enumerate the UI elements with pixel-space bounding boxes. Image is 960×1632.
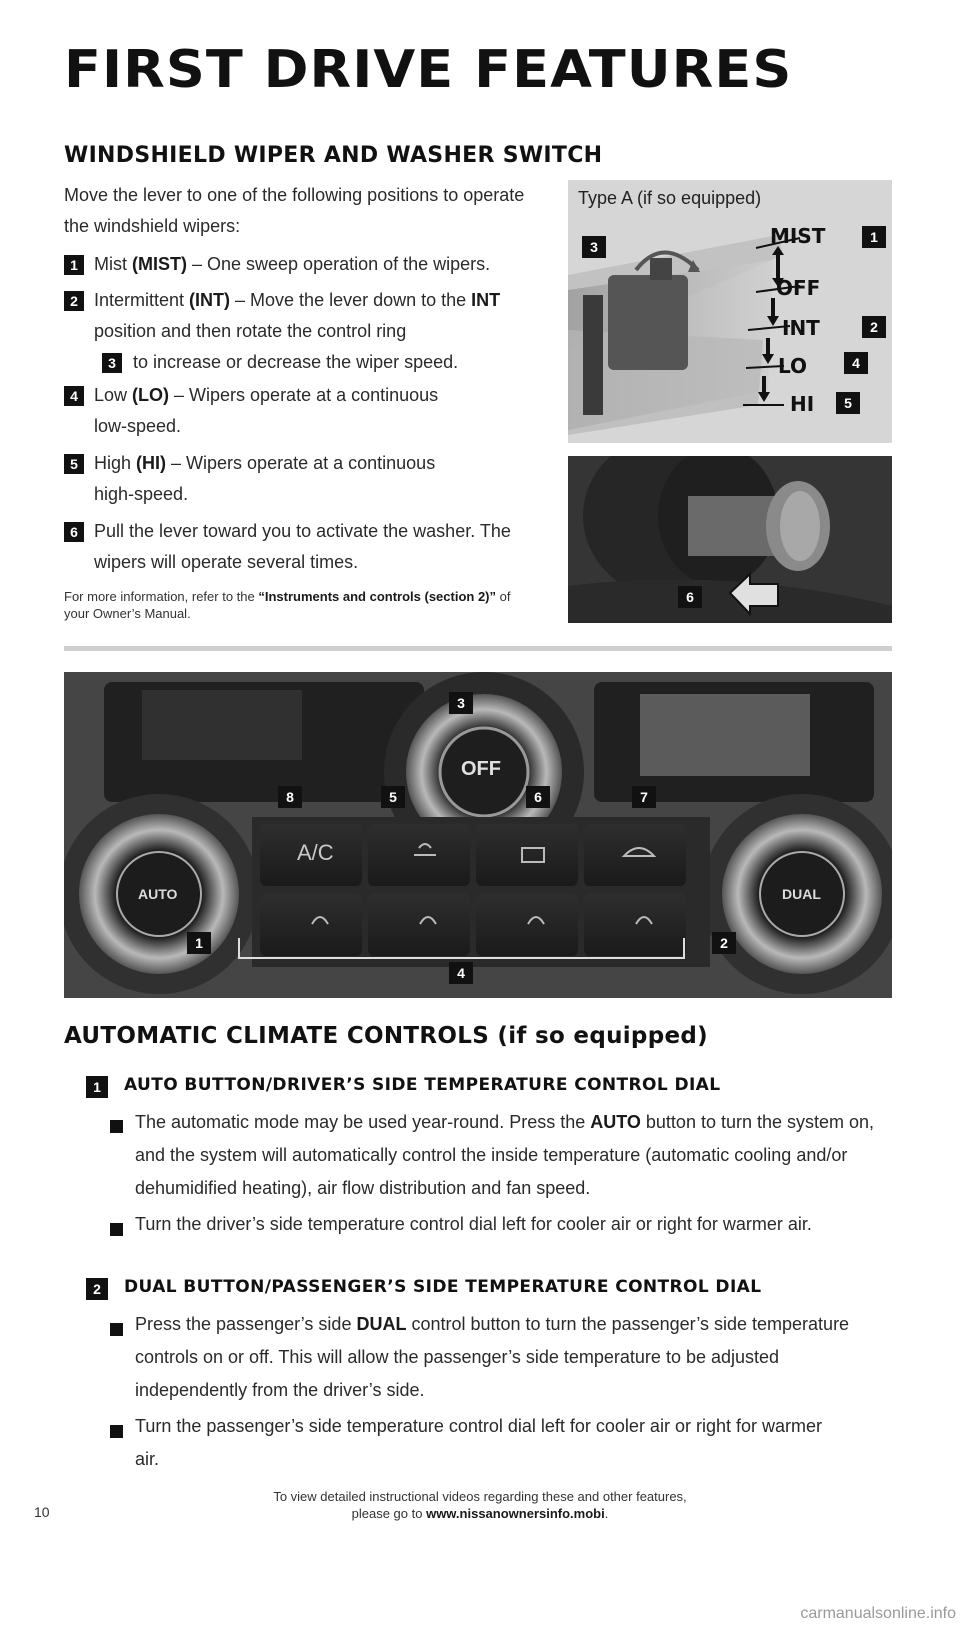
item-number: 5: [64, 454, 84, 474]
section-2-bullet-1: [135, 1308, 875, 1407]
bullet-square: [110, 1323, 123, 1336]
bullet-text: button to turn the system on, and the system will automatically control the inside temperature (automatic cooling and/or dehumidified heating), air flow distribution and fan speed.: [135, 1112, 875, 1198]
climate-control-photo: [64, 672, 892, 998]
item-text: – Wipers operate at a continuous high-speed.: [94, 453, 436, 504]
label-hi: HI: [790, 392, 815, 416]
bullet-square: [110, 1120, 123, 1133]
section-2-title: DUAL BUTTON/PASSENGER’S SIDE TEMPERATURE CONTROL DIAL: [124, 1277, 762, 1297]
badge-7: 7: [632, 786, 656, 808]
item-text: position and then rotate the control ring: [94, 321, 407, 341]
badge-3: 3: [449, 692, 473, 714]
footer-line-1: To view detailed instructional videos regarding these and other features,: [273, 1489, 687, 1504]
item-text: – One sweep operation of the wipers.: [186, 254, 491, 274]
page-title: FIRST DRIVE FEATURES: [64, 40, 793, 100]
item-number: 3: [102, 353, 122, 373]
badge-2: 2: [712, 932, 736, 954]
center-off-label: OFF: [461, 758, 501, 780]
footer-link[interactable]: www.nissanownersinfo.mobi: [426, 1506, 605, 1521]
footer-line-2: [0, 1505, 960, 1522]
dial-auto-label: AUTO: [138, 886, 178, 902]
bullet-square: [110, 1223, 123, 1236]
footer: [0, 1488, 960, 1522]
wiper-item-hi: [64, 448, 564, 510]
wiper-intro: Move the lever to one of the following positions to operate the windshield wipers:: [64, 185, 525, 236]
bullet-square: [110, 1425, 123, 1438]
item-bold: (HI): [136, 453, 167, 473]
bullet-text: control button to turn the passenger’s side temperature controls on or off. This will allow the passenger’s side temperature to be adjusted independently from the driver’s side.: [135, 1314, 850, 1400]
dial-dual-label: DUAL: [782, 886, 821, 902]
wiper-lever-figure: [568, 180, 892, 443]
label-mist: MIST: [770, 224, 826, 248]
climate-heading: AUTOMATIC CLIMATE CONTROLS (if so equipped): [64, 1023, 708, 1049]
bullet-bold: DUAL: [356, 1314, 407, 1334]
item-number: 1: [64, 255, 84, 275]
section-divider: [64, 646, 892, 651]
label-int: INT: [782, 316, 820, 340]
note-text: For more information, refer to the: [64, 589, 259, 604]
wiper-item-washer: [64, 516, 564, 578]
item-bold: (MIST): [132, 254, 187, 274]
item-text: to increase or decrease the wiper speed.: [128, 352, 459, 372]
item-text: – Wipers operate at a continuous low-speed.: [94, 385, 439, 436]
wiper-item-mist: [64, 249, 564, 280]
item-text: Pull the lever toward you to activate the washer. The wipers will operate several times.: [94, 521, 511, 572]
badge-ring: 3: [582, 236, 606, 258]
note-text: of your Owner’s Manual.: [64, 589, 511, 621]
badge-6: 6: [526, 786, 550, 808]
item-number: 4: [64, 386, 84, 406]
item-number: 2: [64, 291, 84, 311]
watermark: carmanualsonline.info: [800, 1605, 956, 1622]
badge-int: 2: [862, 316, 886, 338]
item-text: – Move the lever down to the: [230, 290, 472, 310]
badge-washer: 6: [678, 586, 702, 608]
owners-manual-note: [64, 588, 534, 622]
section-1-bullet-2: Turn the driver’s side temperature control dial left for cooler air or right for warmer air.: [135, 1214, 812, 1234]
bullet-text: Press the passenger’s side: [135, 1314, 357, 1334]
item-text: Low: [94, 385, 133, 405]
badge-1: 1: [187, 932, 211, 954]
item-bold: (INT): [189, 290, 231, 310]
figure-caption: Type A (if so equipped): [578, 188, 762, 208]
page-number: 10: [34, 1504, 50, 1520]
item-number: 6: [64, 522, 84, 542]
badge-4: 4: [449, 962, 473, 984]
label-off: OFF: [776, 276, 821, 300]
section-1-bullet-1: [135, 1106, 905, 1205]
label-lo: LO: [778, 354, 808, 378]
washer-photo: [568, 456, 892, 623]
bullet-bold: AUTO: [590, 1112, 641, 1132]
item-text: High: [94, 453, 137, 473]
wiper-item-int: [64, 285, 564, 378]
wiper-heading: WINDSHIELD WIPER AND WASHER SWITCH: [64, 143, 603, 168]
button-ac-label: A/C: [297, 840, 334, 865]
note-bold: “Instruments and controls (section 2)”: [258, 589, 497, 604]
footer-text: .: [604, 1506, 609, 1521]
section-1-number: 1: [86, 1076, 108, 1098]
bullet-text: The automatic mode may be used year-round. Press the: [135, 1112, 591, 1132]
item-text: Mist: [94, 254, 132, 274]
badge-5: 5: [381, 786, 405, 808]
item-text: Intermittent: [94, 290, 190, 310]
item-bold: INT: [471, 290, 501, 310]
section-2-bullet-2: Turn the passenger’s side temperature control dial left for cooler air or right for warmer air.: [135, 1416, 822, 1469]
badge-lo: 4: [844, 352, 868, 374]
badge-8: 8: [278, 786, 302, 808]
badge-mist: 1: [862, 226, 886, 248]
wiper-item-lo: [64, 380, 564, 442]
washer-illustration: [568, 456, 892, 623]
footer-text: please go to: [351, 1506, 427, 1521]
item-bold: (LO): [132, 385, 170, 405]
section-2-number: 2: [86, 1278, 108, 1300]
badge-hi: 5: [836, 392, 860, 414]
section-1-title: AUTO BUTTON/DRIVER’S SIDE TEMPERATURE CONTROL DIAL: [124, 1075, 721, 1095]
